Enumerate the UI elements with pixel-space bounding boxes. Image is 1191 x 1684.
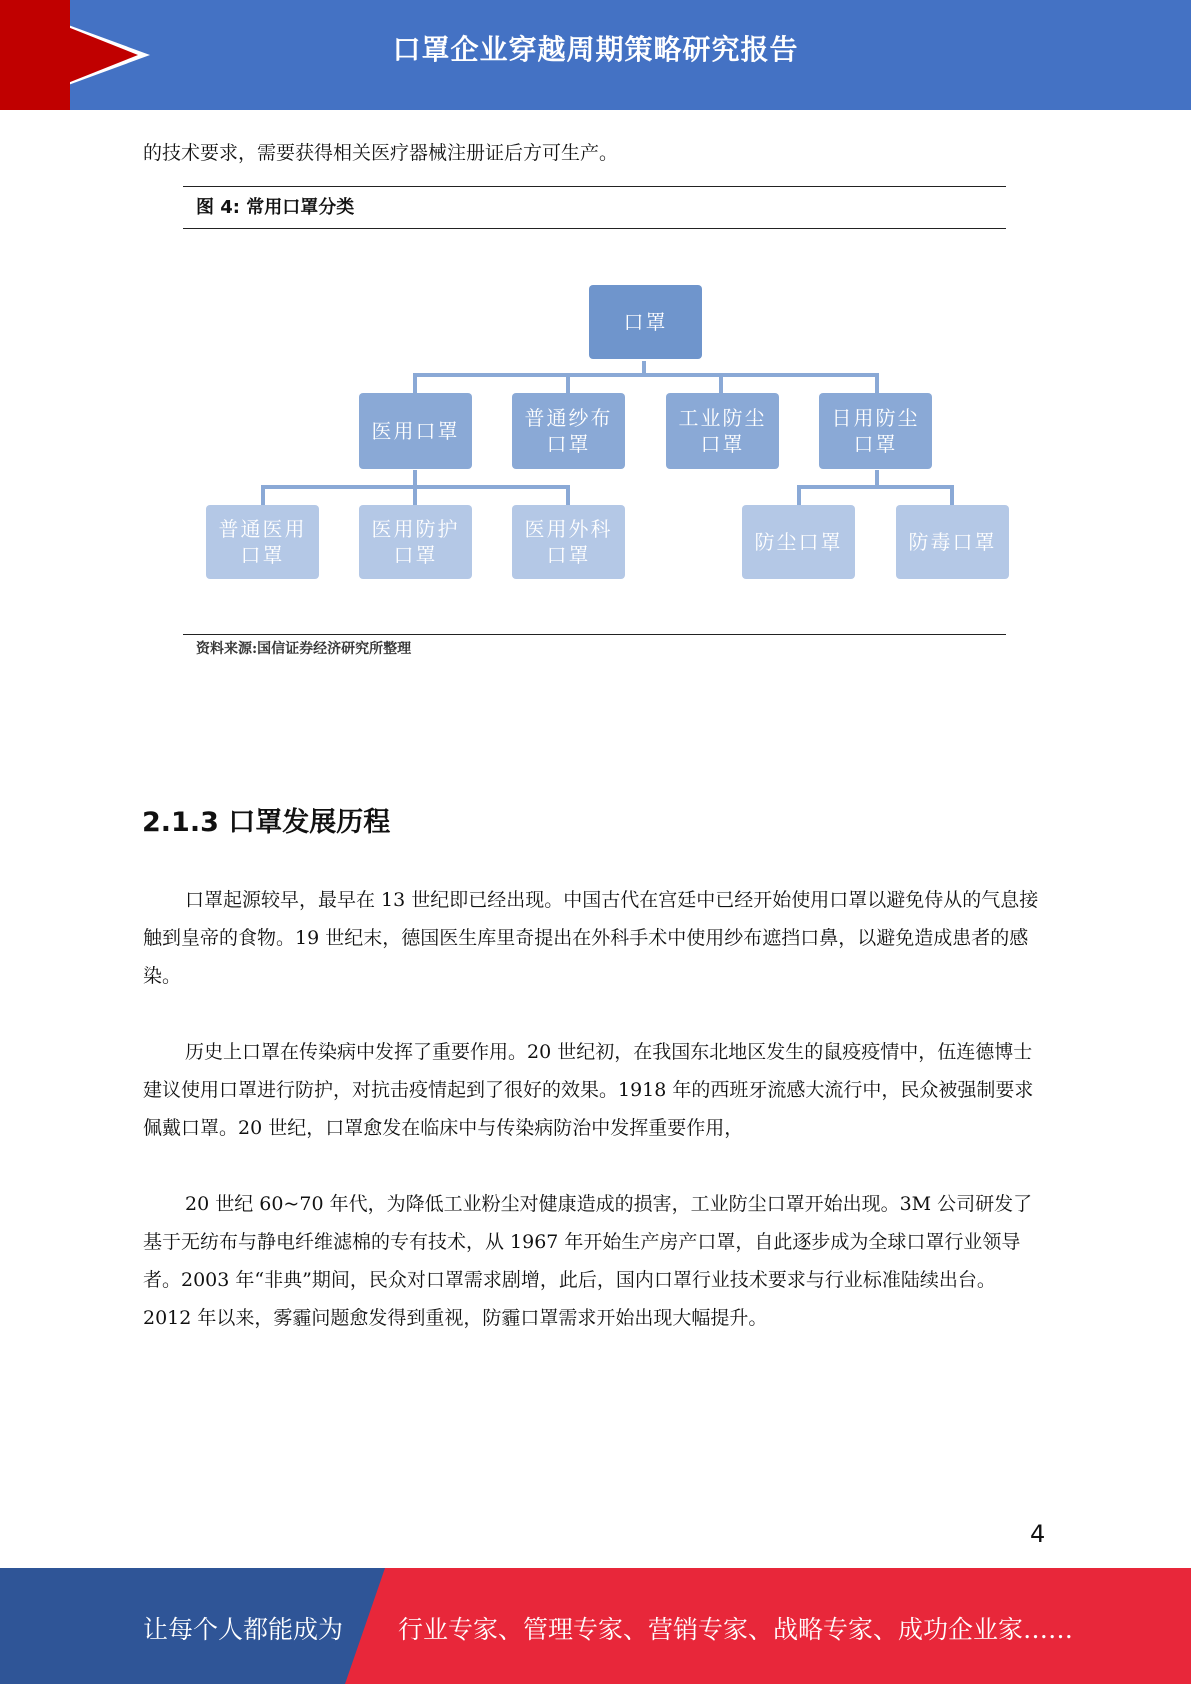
figure-bottom-rule bbox=[183, 634, 1006, 635]
node-dust-mask: 防尘口罩 bbox=[742, 505, 855, 579]
connector bbox=[797, 485, 954, 489]
figure-source: 资料来源:国信证券经济研究所整理 bbox=[196, 641, 412, 657]
node-medical-protective: 医用防护 口罩 bbox=[359, 505, 472, 579]
node-gas-mask: 防毒口罩 bbox=[896, 505, 1009, 579]
paragraph: 历史上口罩在传染病中发挥了重要作用。20 世纪初，在我国东北地区发生的鼠疫疫情中，伍连德博士建议使用口罩进行防护，对抗击疫情起到了很好的效果。1918 年的西班牙流感大流行中，民众被强制要求佩戴口罩。20 世纪，口罩愈发在临床中与传染病防治中发挥重要作用， bbox=[143, 1041, 1034, 1139]
connector bbox=[261, 485, 265, 505]
node-ordinary-medical: 普通医用 口罩 bbox=[206, 505, 319, 579]
connector bbox=[875, 373, 879, 393]
node-gauze-mask: 普通纱布 口罩 bbox=[512, 393, 625, 469]
connector bbox=[950, 485, 954, 505]
connector bbox=[566, 485, 570, 505]
paragraph: 20 世纪 60~70 年代，为降低工业粉尘对健康造成的损害，工业防尘口罩开始出现。3M 公司研发了基于无纺布与静电纤维滤棉的专有技术，从 1967 年开始生产房产口罩，自此逐步成为全球口罩行业领导者。2003 年“非典”期间，民众对口罩需求剧增，此后，国内口罩行业技术要求与行业标准陆续出台。2012 年以来，雾霾问题愈发得到重视，防霾口罩需求开始出现大幅提升。 bbox=[143, 1193, 1033, 1329]
connector bbox=[566, 373, 570, 393]
footer-slogan-right: 行业专家、管理专家、营销专家、战略专家、成功企业家…… bbox=[398, 1615, 1074, 1644]
connector bbox=[413, 373, 879, 377]
report-title: 口罩企业穿越周期策略研究报告 bbox=[392, 33, 799, 66]
node-medical-surgical: 医用外科 口罩 bbox=[512, 505, 625, 579]
paragraph: 口罩起源较早，最早在 13 世纪即已经出现。中国古代在宫廷中已经开始使用口罩以避免侍从的气息接触到皇帝的食物。19 世纪末，德国医生库里奇提出在外科手术中使用纱布遮挡口鼻，以避免造成患者的感染。 bbox=[143, 889, 1039, 987]
section-heading: 2.1.3 口罩发展历程 bbox=[142, 807, 391, 838]
figure-title: 图 4: 常用口罩分类 bbox=[196, 197, 355, 218]
intro-line: 的技术要求，需要获得相关医疗器械注册证后方可生产。 bbox=[143, 142, 619, 164]
connector bbox=[719, 373, 723, 393]
footer-blue-slant bbox=[345, 1568, 385, 1684]
node-medical-mask: 医用口罩 bbox=[359, 393, 472, 469]
page-number: 4 bbox=[1030, 1520, 1046, 1548]
node-industrial-mask: 工业防尘 口罩 bbox=[666, 393, 779, 469]
footer-slogan-left: 让每个人都能成为 bbox=[143, 1615, 344, 1644]
connector bbox=[797, 485, 801, 505]
org-chart bbox=[0, 0, 1191, 700]
node-daily-mask: 日用防尘 口罩 bbox=[819, 393, 932, 469]
connector bbox=[413, 485, 417, 505]
connector bbox=[413, 373, 417, 393]
node-root: 口罩 bbox=[589, 285, 702, 359]
